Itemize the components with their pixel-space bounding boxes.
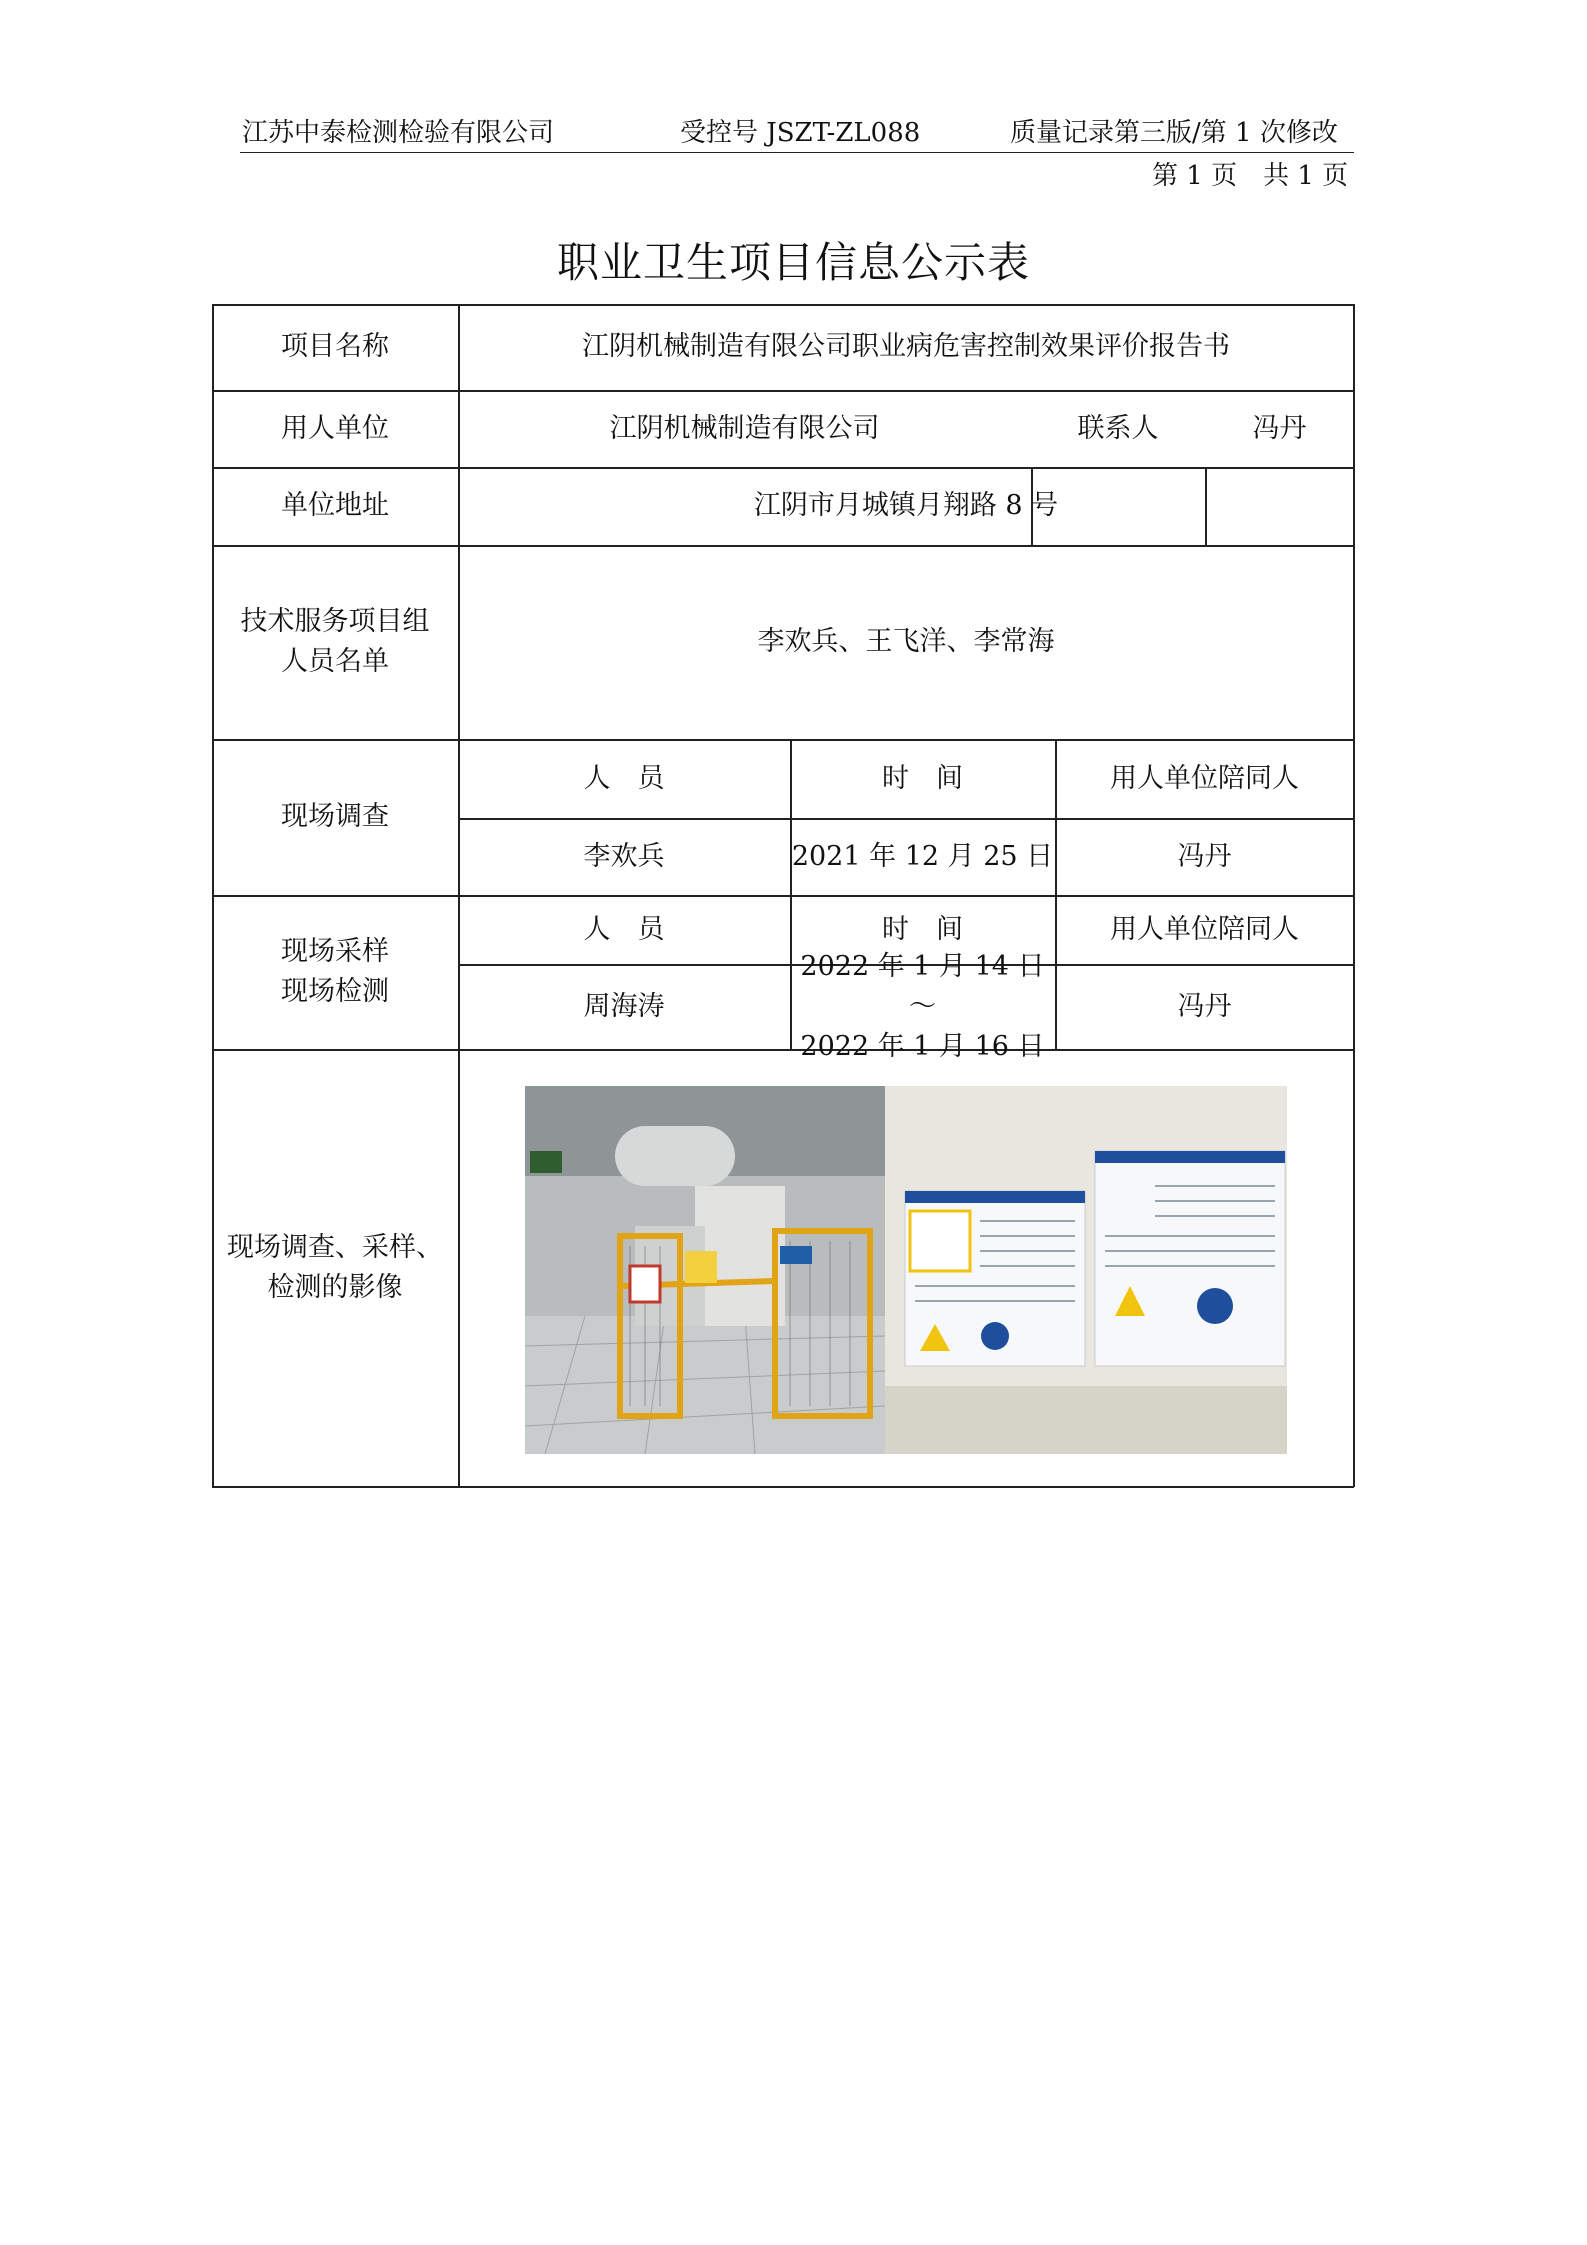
- survey-col-time: 时 间: [882, 762, 963, 794]
- team-value: 李欢兵、王飞洋、李常海: [757, 626, 1055, 657]
- header-record-version: 质量记录第三版/第 1 次修改: [1010, 118, 1338, 148]
- images-label-line-1: 现场调查、采样、: [227, 1231, 443, 1263]
- sampling-label-line-2: 现场检测: [281, 976, 389, 1007]
- sampling-label-line-1: 现场采样: [281, 936, 389, 967]
- survey-col-escort: 用人单位陪同人: [1110, 762, 1299, 794]
- images-label-line-2: 检测的影像: [267, 1271, 403, 1303]
- page-title: 职业卫生项目信息公示表: [556, 238, 1030, 287]
- sampling-escort: 冯丹: [1177, 990, 1232, 1022]
- sampling-label: [212, 895, 458, 1049]
- sampling-time-line-2: 2022 年 1 月 16 日: [800, 1030, 1045, 1062]
- header-rule: [240, 152, 1354, 153]
- sampling-col-time: 时 间: [882, 913, 963, 945]
- page-info: 第 1 页 共 1 页: [1152, 161, 1349, 191]
- sampling-time: [790, 950, 1055, 1062]
- address-label: 单位地址: [281, 490, 389, 521]
- sampling-col-person: 人 员: [583, 913, 665, 945]
- survey-label: 现场调查: [281, 801, 389, 832]
- images-label: [212, 1049, 458, 1486]
- project-name-value: 江阴机械制造有限公司职业病危害控制效果评价报告书: [582, 331, 1230, 362]
- team-label-line-2: 人员名单: [281, 646, 389, 677]
- sampling-time-line-1: 2022 年 1 月 14 日～: [800, 950, 1045, 1022]
- survey-col-person: 人 员: [583, 762, 665, 794]
- sampling-person: 周海涛: [583, 990, 665, 1022]
- sampling-col-escort: 用人单位陪同人: [1110, 913, 1299, 945]
- header-control-number: 受控号 JSZT-ZL088: [680, 118, 921, 148]
- employer-value: 江阴机械制造有限公司: [609, 412, 880, 444]
- survey-person: 李欢兵: [583, 840, 665, 872]
- site-photo: [525, 1086, 1287, 1454]
- employer-label: 用人单位: [281, 412, 389, 444]
- address-value: 江阴市月城镇月翔路 8 号: [753, 490, 1059, 521]
- project-name-label: 项目名称: [281, 331, 389, 362]
- team-label: [212, 545, 458, 739]
- contact-label: 联系人: [1077, 412, 1159, 444]
- contact-value: 冯丹: [1252, 412, 1307, 444]
- survey-escort: 冯丹: [1177, 840, 1232, 872]
- header-company: 江苏中泰检测检验有限公司: [242, 118, 555, 148]
- survey-time: 2021 年 12 月 25 日: [791, 840, 1054, 872]
- team-label-line-1: 技术服务项目组: [240, 606, 430, 637]
